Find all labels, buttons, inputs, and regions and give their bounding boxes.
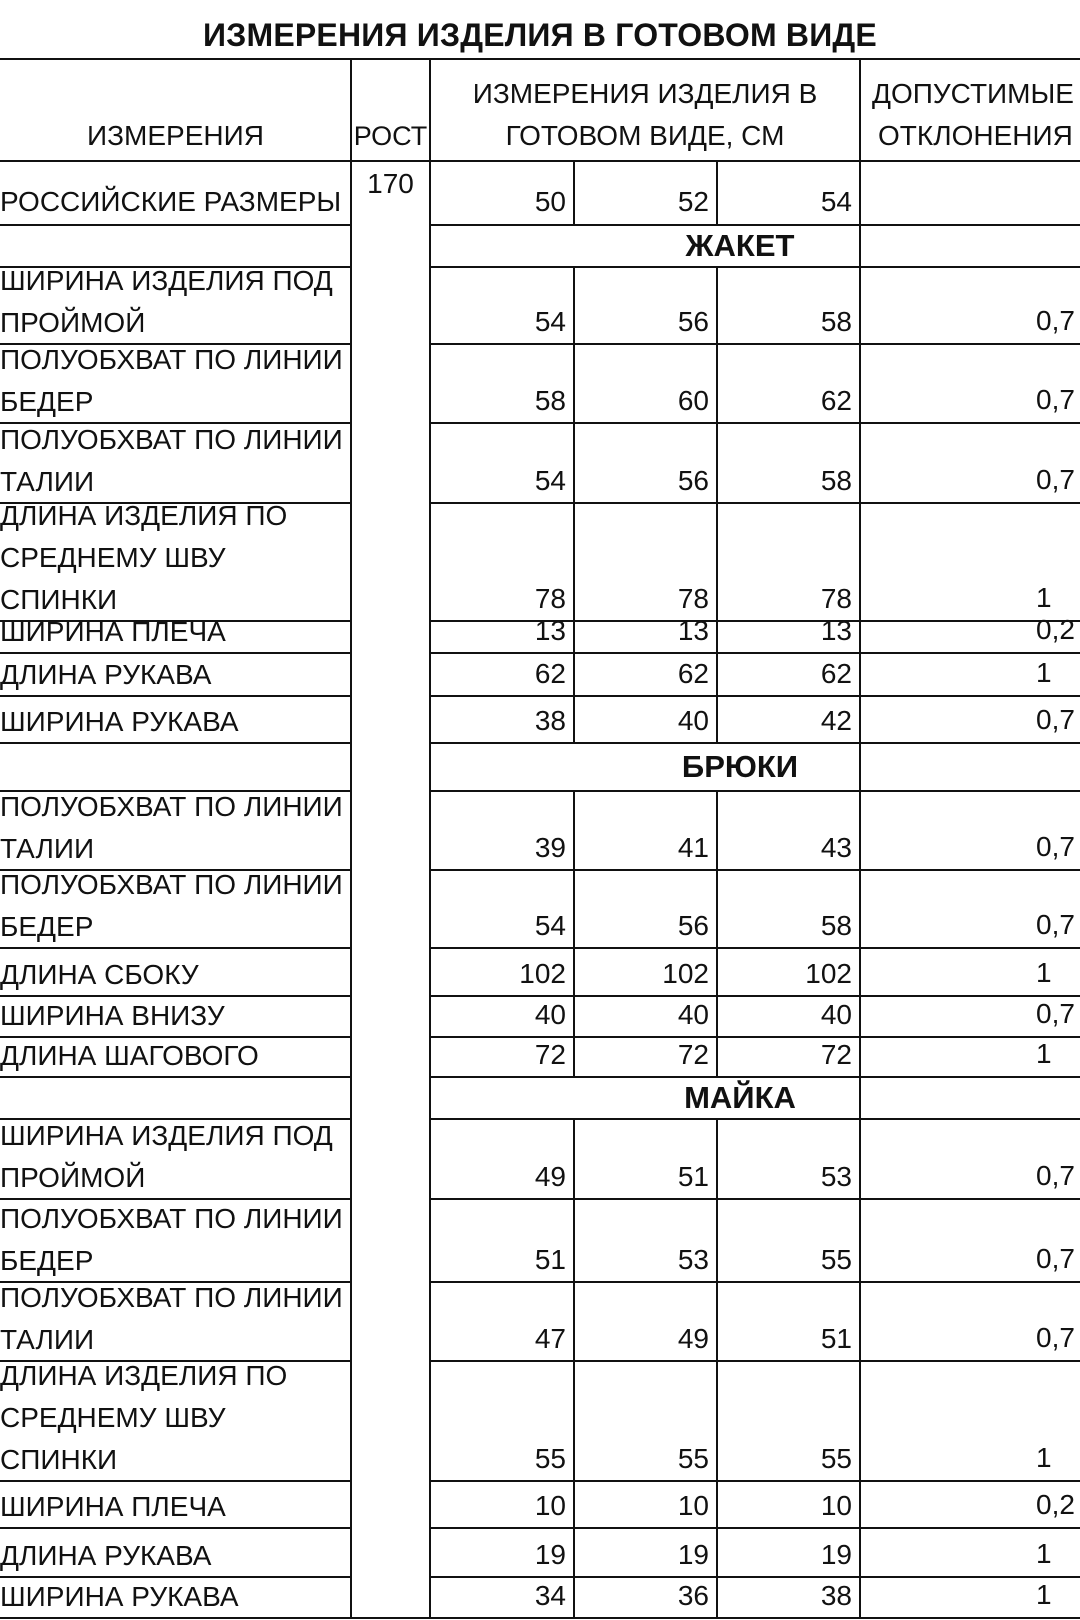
- measurement-value: 10: [677, 1490, 709, 1521]
- measurement-label: [0, 696, 349, 743]
- tolerance-value: 0,7: [1036, 464, 1075, 495]
- tolerance-value: 0,7: [1036, 998, 1075, 1029]
- measurement-label-line: ПРОЙМОЙ: [0, 1162, 146, 1193]
- section-header: ЖАКЕТ: [685, 228, 795, 263]
- measurement-value: 39: [534, 832, 566, 863]
- tolerance-value: 0,7: [1036, 1322, 1075, 1353]
- measurement-value: 53: [677, 1244, 709, 1275]
- tolerance-value: 0,7: [1036, 704, 1075, 735]
- measurement-value: 19: [534, 1539, 566, 1570]
- header-finished-line2: ГОТОВОМ ВИДЕ, СМ: [505, 120, 785, 151]
- measurement-value: 10: [820, 1490, 852, 1521]
- measurement-label-line: ДЛИНА СБОКУ: [0, 959, 199, 990]
- tolerance-value: 1: [1036, 1442, 1052, 1473]
- col-line-size: [716, 161, 718, 225]
- tolerance-value: 1: [1036, 1579, 1052, 1610]
- measurement-label-line: ДЛИНА ИЗДЕЛИЯ ПО: [0, 1361, 288, 1391]
- size-54: 54: [820, 186, 852, 217]
- measurement-value: 55: [677, 1443, 709, 1474]
- measurement-label: [0, 423, 349, 503]
- section-header: МАЙКА: [684, 1080, 796, 1115]
- measurement-value: 58: [534, 385, 566, 416]
- measurement-value: 36: [677, 1580, 709, 1611]
- measurement-label-line: БЕДЕР: [0, 1245, 94, 1276]
- measurement-value: 55: [534, 1443, 566, 1474]
- measurement-value: 78: [677, 583, 709, 614]
- section-header: БРЮКИ: [681, 749, 799, 784]
- measurement-label-line: СРЕДНЕМУ ШВУ: [0, 1402, 226, 1433]
- measurement-label-line: ПОЛУОБХВАТ ПО ЛИНИИ: [0, 424, 343, 455]
- measurement-label-line: БЕДЕР: [0, 386, 94, 417]
- tolerance-value: 1: [1036, 582, 1052, 613]
- measurement-label-line: БЕДЕР: [0, 911, 94, 942]
- measurement-label-line: ШИРИНА ПЛЕЧА: [0, 1491, 226, 1522]
- col-line-label: [350, 59, 352, 1618]
- sizes-row-bottom-values: [430, 224, 1080, 226]
- measurement-label-line: СПИНКИ: [0, 1444, 118, 1475]
- row-border: [430, 1617, 1080, 1619]
- tolerance-value: 0,7: [1036, 831, 1075, 862]
- measurement-value: 54: [534, 465, 566, 496]
- measurement-value: 54: [534, 910, 566, 941]
- col-line-size: [573, 161, 575, 225]
- measurement-label-line: ДЛИНА ИЗДЕЛИЯ ПО: [0, 503, 288, 531]
- measurement-value: 102: [519, 958, 566, 989]
- size-52: 52: [677, 186, 709, 217]
- page-title: ИЗМЕРЕНИЯ ИЗДЕЛИЯ В ГОТОВОМ ВИДЕ: [203, 17, 877, 53]
- measurement-label-line: ДЛИНА РУКАВА: [0, 1540, 212, 1571]
- measurement-value: 49: [534, 1161, 566, 1192]
- sizes-row-bottom-label: [0, 224, 351, 226]
- measurement-value: 62: [677, 658, 709, 689]
- measurement-label-line: ШИРИНА ИЗДЕЛИЯ ПОД: [0, 1120, 333, 1151]
- measurement-label: [0, 870, 349, 948]
- measurement-label-line: ШИРИНА РУКАВА: [0, 706, 239, 737]
- tolerance-value: 0,7: [1036, 384, 1075, 415]
- measurement-label: [0, 1282, 349, 1361]
- measurement-label-line: ПОЛУОБХВАТ ПО ЛИНИИ: [0, 1282, 343, 1313]
- measurement-value: 51: [820, 1323, 852, 1354]
- measurement-value: 38: [534, 705, 566, 736]
- measurement-value: 10: [534, 1490, 566, 1521]
- measurement-value: 40: [534, 999, 566, 1030]
- tolerance-value: 1: [1036, 1538, 1052, 1569]
- tolerance-value: 1: [1036, 657, 1052, 688]
- measurement-value: 38: [820, 1580, 852, 1611]
- measurement-value: 56: [677, 465, 709, 496]
- measurement-value: 13: [820, 621, 852, 646]
- tolerance-value: 0,7: [1036, 1243, 1075, 1274]
- measurement-value: 19: [820, 1539, 852, 1570]
- row-border: [430, 742, 1080, 744]
- measurement-label: [0, 1481, 349, 1528]
- measurement-label: [0, 344, 349, 423]
- measurement-label: [0, 503, 349, 621]
- header-measurements: ИЗМЕРЕНИЯ: [87, 120, 264, 151]
- measurement-value: 40: [677, 705, 709, 736]
- tolerance-value: 0,7: [1036, 1160, 1075, 1191]
- measurement-label: [0, 1577, 349, 1618]
- measurement-label: [0, 1119, 349, 1199]
- sizes-row-label: РОССИЙСКИЕ РАЗМЕРЫ: [0, 186, 342, 217]
- measurement-value: 51: [534, 1244, 566, 1275]
- measurement-label-line: ДЛИНА ШАГОВОГО: [0, 1040, 259, 1071]
- measurement-label: [0, 653, 349, 696]
- measurement-value: 13: [677, 621, 709, 646]
- measurement-label: [0, 791, 349, 870]
- header-tolerance-line2: ОТКЛОНЕНИЯ: [878, 120, 1073, 151]
- measurement-value: 40: [677, 999, 709, 1030]
- measurement-value: 58: [820, 910, 852, 941]
- measurement-label-line: СПИНКИ: [0, 584, 118, 615]
- measurement-value: 53: [820, 1161, 852, 1192]
- measurement-label-line: ДЛИНА РУКАВА: [0, 659, 212, 690]
- measurement-label-line: ПОЛУОБХВАТ ПО ЛИНИИ: [0, 870, 343, 900]
- measurement-label-line: ТАЛИИ: [0, 1324, 95, 1355]
- measurement-value: 62: [820, 658, 852, 689]
- measurement-value: 58: [820, 465, 852, 496]
- measurement-label: [0, 948, 349, 996]
- measurement-value: 43: [820, 832, 852, 863]
- measurement-value: 102: [662, 958, 709, 989]
- measurement-value: 19: [677, 1539, 709, 1570]
- tolerance-value: 0,2: [1036, 614, 1075, 645]
- measurement-value: 72: [677, 1039, 709, 1070]
- measurement-value: 62: [820, 385, 852, 416]
- tolerance-value: 1: [1036, 957, 1052, 988]
- tolerance-value: 0,2: [1036, 1489, 1075, 1520]
- measurement-label-line: ПОЛУОБХВАТ ПО ЛИНИИ: [0, 344, 343, 375]
- measurement-value: 34: [534, 1580, 566, 1611]
- measurement-label-line: ТАЛИИ: [0, 833, 95, 864]
- height-value: 170: [367, 168, 414, 199]
- measurement-value: 56: [677, 306, 709, 337]
- measurement-label-line: ШИРИНА ВНИЗУ: [0, 1000, 225, 1031]
- measurement-label-line: ШИРИНА РУКАВА: [0, 1581, 239, 1612]
- row-border: [430, 1076, 1080, 1078]
- measurement-label: [0, 1361, 349, 1481]
- measurement-label-line: ПРОЙМОЙ: [0, 307, 146, 338]
- measurement-value: 47: [534, 1323, 566, 1354]
- measurement-value: 49: [677, 1323, 709, 1354]
- measurement-label: [0, 267, 349, 344]
- tolerance-value: 1: [1036, 1038, 1052, 1069]
- measurement-value: 58: [820, 306, 852, 337]
- measurement-label: [0, 621, 349, 653]
- measurement-value: 42: [820, 705, 852, 736]
- measurement-value: 60: [677, 385, 709, 416]
- header-height: РОСТ: [353, 121, 428, 151]
- header-tolerance-line1: ДОПУСТИМЫЕ: [872, 78, 1074, 109]
- measurement-value: 72: [820, 1039, 852, 1070]
- measurement-value: 56: [677, 910, 709, 941]
- measurement-label-line: ПОЛУОБХВАТ ПО ЛИНИИ: [0, 1203, 343, 1234]
- measurement-label: [0, 1037, 349, 1077]
- measurement-value: 102: [805, 958, 852, 989]
- table-top-border: [0, 58, 1080, 60]
- measurement-value: 78: [534, 583, 566, 614]
- measurement-label-line: СРЕДНЕМУ ШВУ: [0, 542, 226, 573]
- header-bottom-border: [0, 160, 1080, 162]
- measurement-value: 13: [534, 621, 566, 646]
- measurement-value: 62: [534, 658, 566, 689]
- measurement-value: 78: [820, 583, 852, 614]
- measurement-value: 55: [820, 1244, 852, 1275]
- measurement-value: 41: [677, 832, 709, 863]
- measurement-value: 51: [677, 1161, 709, 1192]
- measurement-label: [0, 1528, 349, 1577]
- tolerance-value: 0,7: [1036, 909, 1075, 940]
- measurement-value: 54: [534, 306, 566, 337]
- measurement-label: [0, 1199, 349, 1282]
- measurement-label: [0, 996, 349, 1037]
- measurement-label-line: ШИРИНА ИЗДЕЛИЯ ПОД: [0, 267, 333, 296]
- measurement-value: 40: [820, 999, 852, 1030]
- measurement-label-line: ТАЛИИ: [0, 466, 95, 497]
- header-finished-line1: ИЗМЕРЕНИЯ ИЗДЕЛИЯ В: [472, 78, 818, 109]
- measurement-value: 72: [534, 1039, 566, 1070]
- measurement-label-line: ПОЛУОБХВАТ ПО ЛИНИИ: [0, 791, 343, 822]
- measurement-label-line: ШИРИНА ПЛЕЧА: [0, 621, 226, 647]
- size-50: 50: [534, 186, 566, 217]
- measurement-value: 55: [820, 1443, 852, 1474]
- tolerance-value: 0,7: [1036, 305, 1075, 336]
